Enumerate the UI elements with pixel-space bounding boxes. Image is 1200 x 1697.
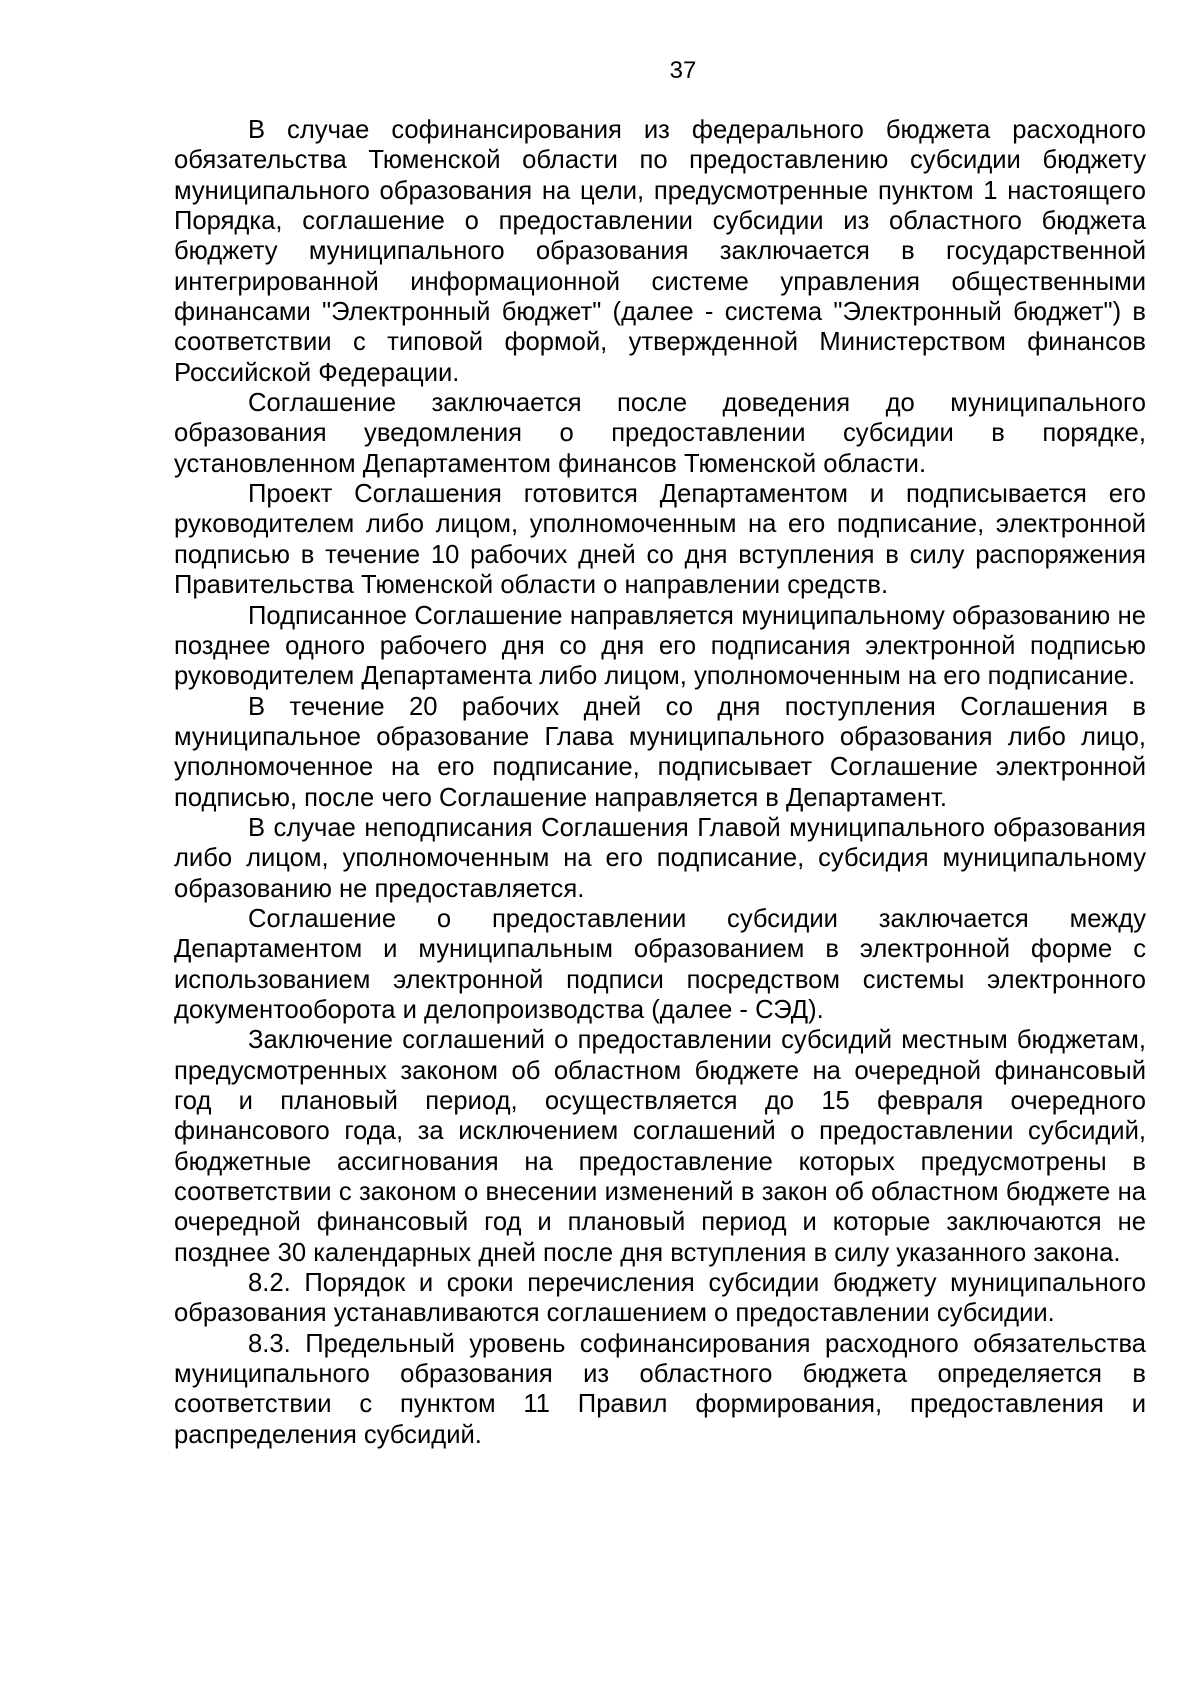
document-body [174,115,1146,1450]
paragraph-conclusion-deadline: Заключение соглашений о предоставлении субсидий местным бюджетам, предусмотренных законом об областном бюджете на очередной финансовый год и плановый период, осуществляется до 15 февраля очередного финансового года, за исключением соглашений о предоставлении субсидий, бюджетные ассигнования на предоставление которых предусмотрены в соответствии с законом о внесении изменений в закон об областном бюджете на очередной финансовый год и плановый период и которые заключаются не позднее 30 календарных дней после дня вступления в силу указанного закона. [174,1026,1146,1267]
paragraph-agreement-draft: Проект Соглашения готовится Департаментом и подписывается его руководителем либо лицом, уполномоченным на его подписание, электронной подписью в течение 10 рабочих дней со дня вступления в силу распоряжения Правительства Тюменской области о направлении средств. [174,480,1146,600]
paragraph-non-signing: В случае неподписания Соглашения Главой муниципального образования либо лицом, уполномоченным на его подписание, субсидия муниципальному образованию не предоставляется. [174,813,1146,903]
paragraph-sed: Соглашение о предоставлении субсидии заключается между Департаментом и муниципальным образованием в электронной форме с использованием электронной подписи посредством системы электронного документооборота и делопроизводства (далее - СЭД). [174,904,1146,1024]
paragraph-signing-period: В течение 20 рабочих дней со дня поступления Соглашения в муниципальное образование Глава муниципального образования либо лицо, уполномоченное на его подписание, подписывает Соглашение электронной подписью, после чего Соглашение направляется в Департамент. [174,692,1146,812]
paragraph-8-3: 8.3. Предельный уровень софинансирования расходного обязательства муниципального образования из областного бюджета определяется в соответствии с пунктом 11 Правил формирования, предоставления и распределения субсидий. [174,1329,1146,1449]
page-number: 37 [669,57,697,84]
paragraph-signed-agreement: Подписанное Соглашение направляется муниципальному образованию не позднее одного рабочего дня со дня его подписания электронной подписью руководителем Департамента либо лицом, уполномоченным на его подписание. [174,601,1146,691]
paragraph-agreement-conclusion: Соглашение заключается после доведения до муниципального образования уведомления о предоставлении субсидии в порядке, установленном Департаментом финансов Тюменской области. [174,389,1146,478]
paragraph-cofinancing-federal: В случае софинансирования из федерального бюджета расходного обязательства Тюменской области по предоставлению субсидии бюджету муниципального образования на цели, предусмотренные пунктом 1 настоящего Порядка, соглашение о предоставлении субсидии из областного бюджета бюджету муниципального образования заключается в государственной интегрированной информационной системе управления общественными финансами "Электронный бюджет" (далее - система "Электронный бюджет") в соответствии с типовой формой, утвержденной Министерством финансов Российской Федерации. [174,116,1146,387]
paragraph-8-2: 8.2. Порядок и сроки перечисления субсидии бюджету муниципального образования устанавливаются соглашением о предоставлении субсидии. [174,1269,1146,1328]
